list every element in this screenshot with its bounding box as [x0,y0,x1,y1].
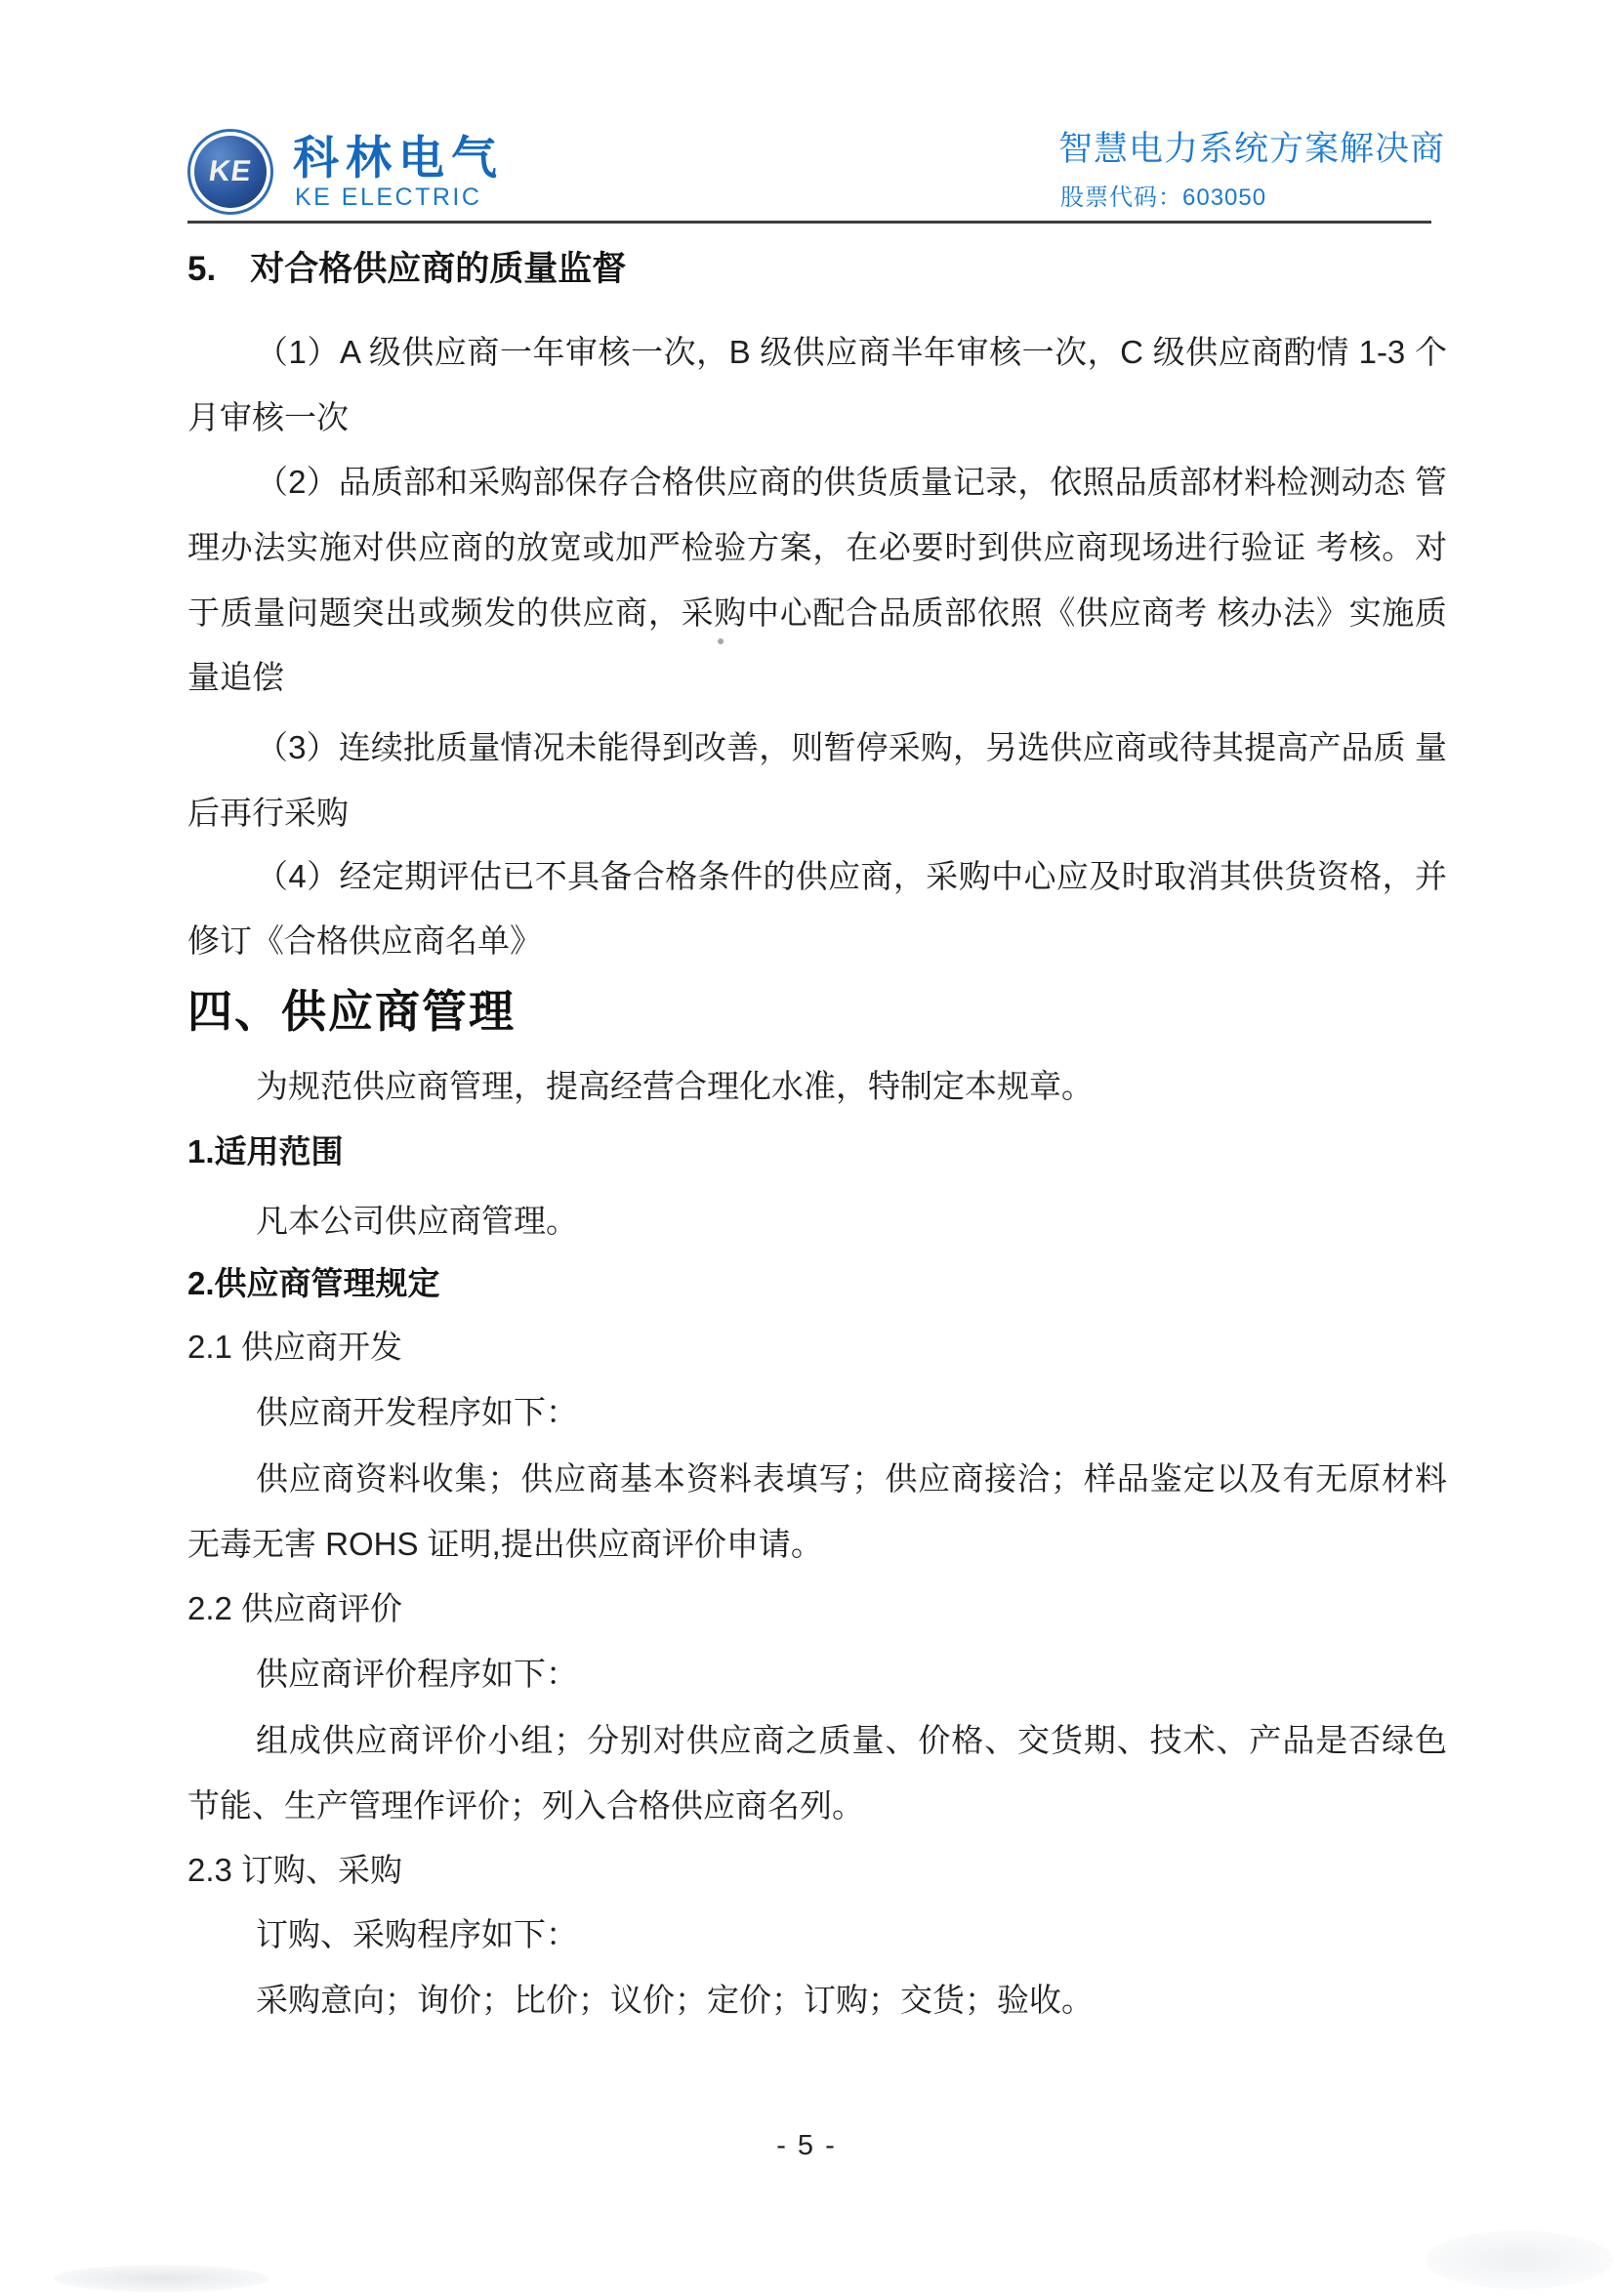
scan-speck [718,638,724,644]
text-line: 凡本公司供应商管理。 [256,1203,578,1239]
text-line: （2）品质部和采购部保存合格供应商的供货质量记录，依照品质部材料检测动态 管 [256,464,1447,500]
text-line: （3）连续批质量情况未能得到改善，则暂停采购，另选供应商或待其提高产品质 量 [256,729,1447,765]
text-line: 后再行采购 [187,795,349,831]
text-line: 2.1 供应商开发 [187,1329,403,1365]
text-line: 月审核一次 [187,399,349,435]
text-line: 订购、采购程序如下： [256,1916,578,1952]
text-line: 供应商资料收集；供应商基本资料表填写；供应商接洽；样品鉴定以及有无原材料 [256,1460,1447,1496]
text-line: 5. 对合格供应商的质量监督 [187,250,627,288]
text-line: 1.适用范围 [187,1133,344,1169]
text-line: 供应商评价程序如下： [256,1656,578,1692]
text-line: （1）A 级供应商一年审核一次，B 级供应商半年审核一次，C 级供应商酌情 1-3 个 [256,334,1447,370]
text-line: 理办法实施对供应商的放宽或加严检验方案，在必要时到供应商现场进行验证 考核。对 [187,529,1447,565]
stock-code: 股票代码：603050 [1060,184,1267,211]
text-line: 四、供应商管理 [187,986,516,1037]
header-divider [187,221,1431,224]
company-name-en: KE ELECTRIC [295,184,482,211]
text-line: 采购意向；询价；比价；议价；定价；订购；交货；验收。 [256,1982,1094,2018]
text-line: 2.供应商管理规定 [187,1265,440,1301]
text-line: 供应商开发程序如下： [256,1394,578,1430]
header-tagline: 智慧电力系统方案解决商 [1058,130,1446,168]
logo-monogram: KE [206,155,255,187]
text-line: 2.3 订购、采购 [187,1852,403,1888]
text-line: 无毒无害 ROHS 证明,提出供应商评价申请。 [187,1526,823,1562]
text-line: 于质量问题突出或频发的供应商，采购中心配合品质部依照《供应商考 核办法》实施质 [187,594,1447,631]
text-line: 节能、生产管理作评价；列入合格供应商名列。 [187,1787,864,1824]
company-logo-icon [187,129,273,215]
company-name-cn: 科林电气 [293,132,504,184]
scan-smudge-bottom-left [54,2265,269,2292]
text-line: 量追偿 [187,659,284,695]
text-line: 为规范供应商管理，提高经营合理化水准，特制定本规章。 [256,1068,1094,1104]
page-number: - 5 - [776,2130,837,2161]
text-line: 修订《合格供应商名单》 [187,922,542,959]
text-line: 2.2 供应商评价 [187,1590,403,1626]
text-line: 组成供应商评价小组；分别对供应商之质量、价格、交货期、技术、产品是否绿色 [256,1722,1447,1758]
text-line: （4）经定期评估已不具备合格条件的供应商，采购中心应及时取消其供货资格，并 [256,858,1447,894]
logo-disc [194,136,267,208]
scan-smudge-bottom-right [1426,2231,1613,2289]
